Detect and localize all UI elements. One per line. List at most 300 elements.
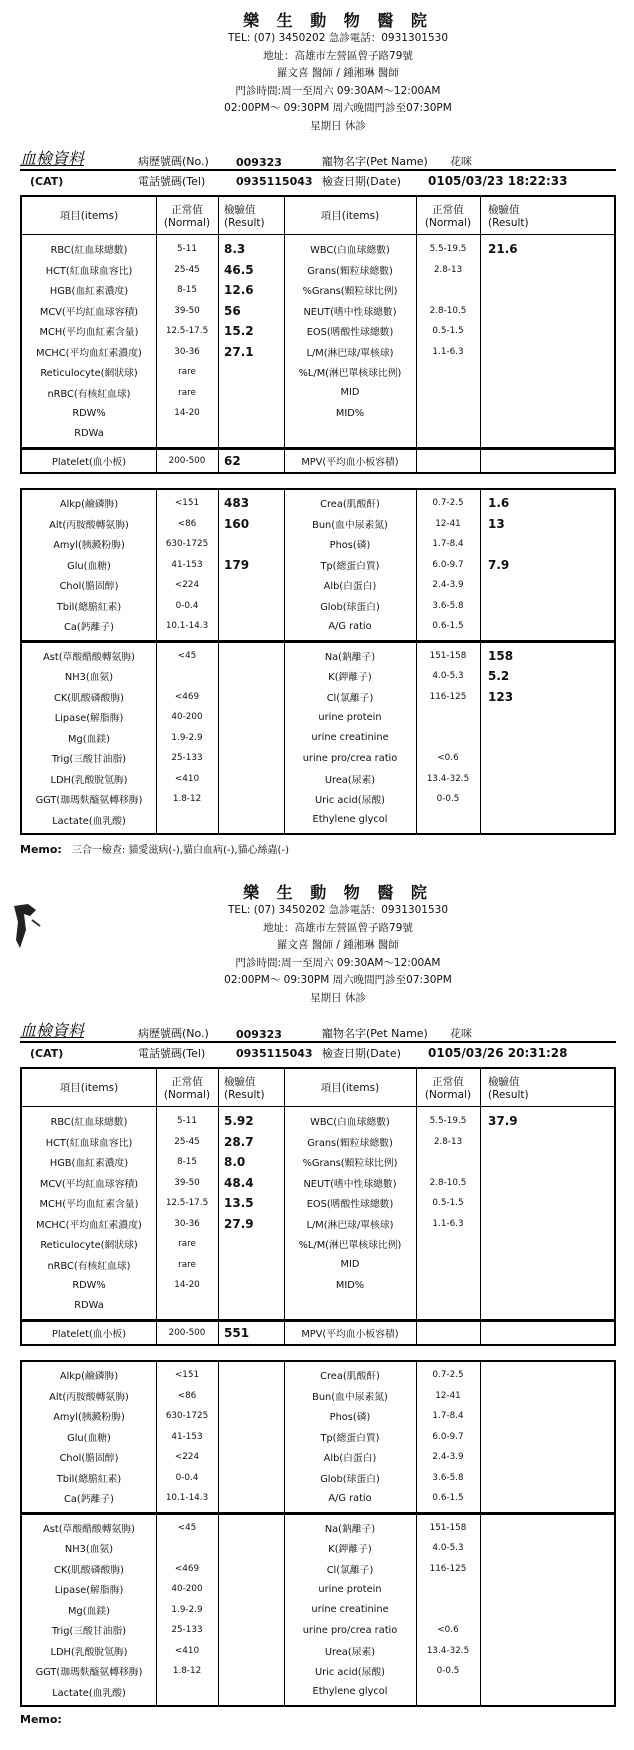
cell-item: RDWa bbox=[74, 1300, 104, 1312]
table-row bbox=[22, 575, 614, 596]
column-divider bbox=[416, 643, 417, 834]
table-row bbox=[22, 810, 614, 831]
normal-top: 正常值 bbox=[171, 1076, 203, 1088]
cell-item-right: Grans(顆粒球總數) bbox=[307, 265, 393, 277]
clinic-hours1: 門診時間:周一至周六 09:30AM～12:00AM bbox=[235, 956, 441, 969]
pet-name-label: 寵物名字(Pet Name) bbox=[322, 155, 428, 168]
cell-normal: 630-1725 bbox=[165, 539, 209, 550]
cell-item-right: Alb(白蛋白) bbox=[323, 581, 377, 593]
table-row bbox=[22, 769, 614, 790]
cell-item: Trig(三酸甘油脂) bbox=[51, 754, 127, 766]
cell-item-right: Phos(磷) bbox=[329, 1412, 371, 1424]
cell-result: 13.5 bbox=[224, 1196, 254, 1211]
header-normal bbox=[156, 1074, 218, 1101]
column-divider bbox=[218, 197, 219, 447]
cell-item: RDW% bbox=[72, 1279, 106, 1291]
cell-item: Mg(血鎂) bbox=[68, 1605, 110, 1617]
tel-label: 電話號碼(Tel) bbox=[138, 175, 206, 188]
cell-normal: <45 bbox=[177, 1522, 197, 1533]
cell-item: RBC(紅血球總數) bbox=[50, 1117, 128, 1129]
cell-item: Chol(膽固醇) bbox=[59, 1453, 119, 1465]
table-row bbox=[22, 514, 614, 535]
cell-normal: 1.8-12 bbox=[172, 1666, 202, 1677]
cell-normal-right: 1.1-6.3 bbox=[432, 346, 464, 357]
table-row bbox=[22, 789, 614, 810]
column-divider bbox=[218, 1362, 219, 1512]
cell-item: Platelet(血小板) bbox=[51, 457, 127, 468]
cell-normal-right: 6.0-9.7 bbox=[432, 559, 464, 570]
date-value: 0105/03/26 20:31:28 bbox=[428, 1046, 568, 1060]
cell-result: 483 bbox=[224, 496, 250, 511]
cell-normal: 14-20 bbox=[174, 1280, 200, 1291]
column-divider bbox=[218, 1322, 219, 1344]
spacer bbox=[22, 1316, 614, 1319]
cell-item-right: MPV(平均血小板容積) bbox=[301, 1329, 399, 1340]
column-divider bbox=[284, 1515, 285, 1706]
cell-normal: 12.5-17.5 bbox=[165, 1198, 209, 1209]
result-bot: (Result) bbox=[488, 217, 529, 229]
cell-result: 8.0 bbox=[224, 1155, 246, 1170]
date-label: 檢查日期(Date) bbox=[322, 175, 401, 188]
result-top: 檢驗值 bbox=[488, 1076, 520, 1088]
cell-item-right: urine protein bbox=[318, 711, 382, 723]
column-divider bbox=[416, 1322, 417, 1344]
table-row bbox=[22, 1296, 614, 1317]
cell-item-right: MPV(平均血小板容積) bbox=[301, 457, 399, 468]
cell-normal-right: 1.7-8.4 bbox=[432, 539, 464, 550]
cell-item: HCT(紅血球血容比) bbox=[45, 1137, 133, 1149]
table-row bbox=[22, 1406, 614, 1427]
cell-normal: 25-133 bbox=[171, 753, 203, 764]
cell-normal: 14-20 bbox=[174, 408, 200, 419]
cell-normal-right: 13.4-32.5 bbox=[426, 773, 470, 784]
cell-item: GGT(珈瑪麩醯氨轉移脢) bbox=[35, 795, 143, 807]
cell-item-right: L/M(淋巴球/單核球) bbox=[306, 347, 394, 359]
header-normal-right bbox=[416, 1074, 480, 1101]
cell-normal: 10.1-14.3 bbox=[165, 1493, 209, 1504]
cell-normal: 630-1725 bbox=[165, 1411, 209, 1422]
cell-item: NH3(血氨) bbox=[64, 672, 114, 684]
cell-item-right: %L/M(淋巴單核球比例) bbox=[298, 1240, 402, 1252]
cell-normal: 1.8-12 bbox=[172, 794, 202, 805]
clinic-header bbox=[20, 880, 616, 1020]
header-result-right bbox=[480, 202, 546, 229]
table-row bbox=[22, 1234, 614, 1255]
chemistry-table bbox=[20, 1360, 616, 1514]
cell-normal-right: 1.7-8.4 bbox=[432, 1411, 464, 1422]
cell-normal-right: 5.5-19.5 bbox=[429, 244, 467, 255]
cell-item-right: %L/M(淋巴單核球比例) bbox=[298, 368, 402, 380]
cell-result: 15.2 bbox=[224, 324, 254, 339]
table-row bbox=[22, 280, 614, 301]
cell-item: Ca(鈣離子) bbox=[64, 622, 114, 634]
table-row bbox=[22, 616, 614, 637]
cell-item: Lactate(血乳酸) bbox=[52, 1687, 126, 1699]
cell-item-right: EOS(嗜酸性球總數) bbox=[306, 1199, 394, 1211]
cell-normal-right: <0.6 bbox=[437, 753, 459, 764]
normal-bot: (Normal) bbox=[424, 1089, 472, 1101]
column-divider bbox=[480, 1362, 481, 1512]
header-result-right bbox=[480, 1074, 546, 1101]
memo-row bbox=[20, 1713, 616, 1729]
cell-item: Alt(丙胺酸轉氨脢) bbox=[49, 1391, 129, 1403]
column-header bbox=[22, 197, 614, 235]
cell-item: Glu(血糖) bbox=[67, 560, 111, 572]
cell-normal-right: 0.7-2.5 bbox=[432, 498, 464, 509]
column-divider bbox=[284, 450, 285, 472]
clinic-tel: TEL: (07) 3450202 急診電話：0931301530 bbox=[227, 904, 449, 916]
cell-result-right: 158 bbox=[488, 648, 514, 663]
memo-label: Memo: bbox=[20, 1713, 62, 1726]
cbc-table bbox=[20, 1067, 616, 1321]
column-divider bbox=[480, 643, 481, 834]
table-row bbox=[22, 1386, 614, 1407]
cell-normal-right: 6.0-9.7 bbox=[432, 1431, 464, 1442]
tel-value: 0935115043 bbox=[236, 174, 313, 188]
cell-item-right: urine protein bbox=[318, 1583, 382, 1595]
table-row bbox=[22, 1152, 614, 1173]
cell-item: LDH(乳酸脫氫脢) bbox=[50, 774, 128, 786]
column-divider bbox=[156, 643, 157, 834]
cell-normal-right: 4.0-5.3 bbox=[432, 671, 464, 682]
table-row bbox=[22, 1193, 614, 1214]
cell-item-right: Glob(球蛋白) bbox=[320, 1473, 380, 1485]
cell-normal: 8-15 bbox=[177, 285, 197, 296]
table-row bbox=[22, 748, 614, 769]
table-row bbox=[22, 301, 614, 322]
cell-result: 48.4 bbox=[224, 1175, 254, 1190]
cell-normal-right: 2.8-13 bbox=[433, 264, 463, 275]
column-divider bbox=[416, 197, 417, 447]
cell-item: HCT(紅血球血容比) bbox=[45, 265, 133, 277]
table-row bbox=[22, 424, 614, 445]
clinic-hours2: 02:00PM～ 09:30PM 周六晚間門診至07:30PM bbox=[224, 974, 452, 986]
cell-normal: <45 bbox=[177, 650, 197, 661]
cell-item: nRBC(有核紅血球) bbox=[47, 1260, 131, 1272]
cell-normal: 200-500 bbox=[168, 1328, 206, 1338]
column-divider bbox=[284, 197, 285, 447]
cell-result-right: 37.9 bbox=[488, 1114, 518, 1129]
cell-item: Alt(丙胺酸轉氨脢) bbox=[49, 519, 129, 531]
column-divider bbox=[480, 1322, 481, 1344]
cell-item: Alkp(鹼磷脢) bbox=[59, 499, 119, 511]
report-meta-row bbox=[20, 1043, 616, 1063]
cell-normal: 25-45 bbox=[174, 264, 200, 275]
cell-result: 46.5 bbox=[224, 262, 254, 277]
cell-item: NH3(血氨) bbox=[64, 1544, 114, 1556]
cell-result: 160 bbox=[224, 516, 250, 531]
table-row bbox=[22, 1488, 614, 1509]
cell-item: Reticulocyte(網狀球) bbox=[40, 368, 138, 380]
result-bot: (Result) bbox=[224, 217, 265, 229]
cell-item: HGB(血紅素濃度) bbox=[49, 286, 129, 298]
column-divider bbox=[218, 490, 219, 640]
cell-item: Platelet(血小板) bbox=[51, 1329, 127, 1340]
cell-normal: 39-50 bbox=[174, 1177, 200, 1188]
column-divider bbox=[156, 490, 157, 640]
cell-item: LDH(乳酸脫氫脢) bbox=[50, 1646, 128, 1658]
clinic-doctors: 羅文喜 醫師 / 鍾湘琳 醫師 bbox=[277, 67, 399, 79]
cell-normal: <469 bbox=[174, 691, 200, 702]
column-divider bbox=[416, 1515, 417, 1706]
table-row bbox=[22, 666, 614, 687]
header-result bbox=[218, 1074, 284, 1101]
cell-normal: 30-36 bbox=[174, 1218, 200, 1229]
cell-normal-right: 0.5-1.5 bbox=[432, 1198, 464, 1209]
cell-item-right: Na(鈉離子) bbox=[324, 1523, 376, 1535]
cell-item: MCV(平均紅血球容積) bbox=[39, 1178, 139, 1190]
table-row bbox=[22, 1538, 614, 1559]
cell-item: Alkp(鹼磷脢) bbox=[59, 1371, 119, 1383]
result-bot: (Result) bbox=[488, 1089, 529, 1101]
cell-item: Reticulocyte(網狀球) bbox=[40, 1240, 138, 1252]
cell-item-right: Glob(球蛋白) bbox=[320, 601, 380, 613]
result-top: 檢驗值 bbox=[488, 204, 520, 216]
report-title-row bbox=[20, 148, 616, 171]
cell-item: Ast(草酸醋酸轉氨脢) bbox=[43, 1523, 135, 1535]
cell-item-right: EOS(嗜酸性球總數) bbox=[306, 327, 394, 339]
column-divider bbox=[156, 1515, 157, 1706]
cell-item: Tbil(總膽紅素) bbox=[56, 1473, 122, 1485]
header-item-right: 項目(items) bbox=[320, 210, 380, 222]
cbc-table bbox=[20, 195, 616, 449]
cell-normal-right: 5.5-19.5 bbox=[429, 1116, 467, 1127]
table-row bbox=[22, 1682, 614, 1703]
cell-normal-right: 4.0-5.3 bbox=[432, 1543, 464, 1554]
cell-normal: rare bbox=[178, 387, 196, 398]
column-divider bbox=[218, 1515, 219, 1706]
table-row bbox=[22, 260, 614, 281]
normal-top: 正常值 bbox=[171, 204, 203, 216]
cell-normal-right: 12-41 bbox=[435, 1390, 461, 1401]
cell-normal-right: 0-0.5 bbox=[436, 794, 460, 805]
table-row bbox=[22, 646, 614, 667]
cell-item-right: MID bbox=[340, 387, 360, 399]
column-divider bbox=[416, 490, 417, 640]
table-row bbox=[22, 1427, 614, 1448]
cell-normal-right: 2.4-3.9 bbox=[432, 580, 464, 591]
table-row bbox=[22, 707, 614, 728]
pet-name-label: 寵物名字(Pet Name) bbox=[322, 1027, 428, 1040]
cell-normal: <86 bbox=[177, 1390, 197, 1401]
cell-item-right: Cl(氯離子) bbox=[326, 1564, 374, 1576]
report-title: 血檢資料 bbox=[20, 1021, 85, 1040]
cell-normal-right: 116-125 bbox=[429, 691, 467, 702]
spacer bbox=[22, 830, 614, 833]
clinic-hours2: 02:00PM～ 09:30PM 周六晚間門診至07:30PM bbox=[224, 102, 452, 114]
report-title-row bbox=[20, 1020, 616, 1043]
cell-normal: 41-153 bbox=[171, 1431, 203, 1442]
section-gap bbox=[20, 1346, 616, 1360]
cell-normal: <151 bbox=[174, 1370, 200, 1381]
cell-result: 62 bbox=[224, 454, 241, 468]
cell-item: Amyl(胰澱粉脢) bbox=[53, 540, 125, 552]
cell-item-right: WBC(白血球總數) bbox=[310, 1117, 390, 1129]
cell-normal: 5-11 bbox=[177, 1116, 197, 1127]
column-divider bbox=[284, 1322, 285, 1344]
cell-normal: 30-36 bbox=[174, 346, 200, 357]
cell-item: Lactate(血乳酸) bbox=[52, 815, 126, 827]
cell-item-right: %Grans(顆粒球比例) bbox=[302, 1158, 398, 1170]
column-divider bbox=[480, 450, 481, 472]
table-row bbox=[22, 1132, 614, 1153]
clinic-name: 樂 生 動 物 醫 院 bbox=[243, 883, 433, 902]
report-first bbox=[20, 8, 616, 857]
table-row bbox=[22, 728, 614, 749]
cell-normal: rare bbox=[178, 1259, 196, 1270]
column-divider bbox=[480, 490, 481, 640]
cell-item: RDW% bbox=[72, 407, 106, 419]
cell-item: MCH(平均血紅素含量) bbox=[39, 1199, 139, 1211]
cell-normal-right: <0.6 bbox=[437, 1625, 459, 1636]
clinic-hours1: 門診時間:周一至周六 09:30AM～12:00AM bbox=[235, 84, 441, 97]
cell-item-right: %Grans(顆粒球比例) bbox=[302, 286, 398, 298]
cell-normal-right: 2.8-10.5 bbox=[429, 1177, 467, 1188]
cell-item: Lipase(解脂脢) bbox=[54, 1585, 124, 1597]
cell-normal: <224 bbox=[174, 1452, 200, 1463]
table-row bbox=[22, 555, 614, 576]
cell-normal: 1.9-2.9 bbox=[171, 732, 203, 743]
electrolyte-table bbox=[20, 642, 616, 836]
cat-label: (CAT) bbox=[30, 174, 64, 188]
cell-item: Chol(膽固醇) bbox=[59, 581, 119, 593]
spacer bbox=[22, 444, 614, 447]
spacer bbox=[22, 1702, 614, 1705]
table-row bbox=[22, 534, 614, 555]
cell-normal: <151 bbox=[174, 498, 200, 509]
cell-item-right: K(鉀離子) bbox=[328, 1544, 372, 1556]
pet-name-value: 花咪 bbox=[450, 155, 472, 168]
table-row bbox=[22, 1600, 614, 1621]
cell-item: CK(肌酸磷酸脢) bbox=[54, 692, 124, 704]
cell-item-right: Grans(顆粒球總數) bbox=[307, 1137, 393, 1149]
cell-item: RDWa bbox=[74, 428, 104, 440]
cell-item-right: urine creatinine bbox=[311, 732, 389, 744]
cell-item: Mg(血鎂) bbox=[68, 733, 110, 745]
cell-item-right: Urea(尿素) bbox=[324, 1646, 376, 1658]
platelet-table bbox=[20, 1321, 616, 1346]
column-divider bbox=[156, 450, 157, 472]
column-divider bbox=[218, 1069, 219, 1319]
report-second bbox=[20, 880, 616, 1729]
tel-value: 0935115043 bbox=[236, 1046, 313, 1060]
result-bot: (Result) bbox=[224, 1089, 265, 1101]
cell-result: 12.6 bbox=[224, 283, 254, 298]
cell-normal-right: 151-158 bbox=[429, 650, 467, 661]
date-value: 0105/03/23 18:22:33 bbox=[428, 174, 568, 188]
cell-normal-right: 2.4-3.9 bbox=[432, 1452, 464, 1463]
chemistry-table bbox=[20, 488, 616, 642]
cell-normal-right: 0-0.5 bbox=[436, 1666, 460, 1677]
result-top: 檢驗值 bbox=[224, 204, 256, 216]
column-divider bbox=[480, 1069, 481, 1319]
cell-item: MCHC(平均血紅素濃度) bbox=[36, 347, 142, 359]
cell-item-right: Tp(總蛋白質) bbox=[320, 560, 380, 572]
cell-item-right: urine creatinine bbox=[311, 1604, 389, 1616]
cell-item: GGT(珈瑪麩醯氨轉移脢) bbox=[35, 1667, 143, 1679]
cell-normal: 8-15 bbox=[177, 1157, 197, 1168]
column-divider bbox=[156, 1362, 157, 1512]
cell-normal: 25-133 bbox=[171, 1625, 203, 1636]
cell-result-right: 13 bbox=[488, 516, 505, 531]
header-normal bbox=[156, 202, 218, 229]
cell-item-right: WBC(白血球總數) bbox=[310, 245, 390, 257]
cell-normal-right: 116-125 bbox=[429, 1563, 467, 1574]
report-meta-row bbox=[20, 171, 616, 191]
cell-normal-right: 12-41 bbox=[435, 518, 461, 529]
cell-normal: 12.5-17.5 bbox=[165, 326, 209, 337]
table-row bbox=[22, 450, 614, 472]
cell-item-right: Urea(尿素) bbox=[324, 774, 376, 786]
clinic-address: 地址：高雄市左營區曾子路79號 bbox=[263, 49, 413, 62]
column-divider bbox=[284, 1069, 285, 1319]
cell-item-right: L/M(淋巴球/單核球) bbox=[306, 1219, 394, 1231]
cell-normal: rare bbox=[178, 1239, 196, 1250]
header-item: 項目(items) bbox=[59, 1082, 119, 1094]
column-divider bbox=[218, 643, 219, 834]
cell-result: 5.92 bbox=[224, 1114, 254, 1129]
cell-normal-right: 13.4-32.5 bbox=[426, 1645, 470, 1656]
cell-normal-right: 3.6-5.8 bbox=[432, 1472, 464, 1483]
cell-item: MCHC(平均血紅素濃度) bbox=[36, 1219, 142, 1231]
memo-label: Memo: bbox=[20, 843, 62, 856]
pet-name-value: 花咪 bbox=[450, 1027, 472, 1040]
table-row bbox=[22, 403, 614, 424]
cell-result-right: 5.2 bbox=[488, 669, 510, 684]
table-row bbox=[22, 383, 614, 404]
cell-item: CK(肌酸磷酸脢) bbox=[54, 1564, 124, 1576]
normal-bot: (Normal) bbox=[163, 217, 211, 229]
clinic-header bbox=[20, 8, 616, 148]
cell-normal: 5-11 bbox=[177, 244, 197, 255]
cell-item-right: A/G ratio bbox=[328, 1492, 372, 1504]
cell-normal: 41-153 bbox=[171, 559, 203, 570]
cell-normal: <469 bbox=[174, 1563, 200, 1574]
cell-normal: <410 bbox=[174, 773, 200, 784]
normal-top: 正常值 bbox=[432, 1076, 464, 1088]
cell-item-right: Phos(磷) bbox=[329, 540, 371, 552]
table-row bbox=[22, 1641, 614, 1662]
cell-normal-right: 3.6-5.8 bbox=[432, 600, 464, 611]
table-row bbox=[22, 239, 614, 260]
cell-normal-right: 1.1-6.3 bbox=[432, 1218, 464, 1229]
cell-result: 28.7 bbox=[224, 1134, 254, 1149]
column-divider bbox=[156, 197, 157, 447]
result-top: 檢驗值 bbox=[224, 1076, 256, 1088]
cell-result: 56 bbox=[224, 303, 241, 318]
cell-item-right: Na(鈉離子) bbox=[324, 651, 376, 663]
column-divider bbox=[416, 1362, 417, 1512]
cell-item-right: urine pro/crea ratio bbox=[302, 752, 398, 764]
cell-item: nRBC(有核紅血球) bbox=[47, 388, 131, 400]
memo-row bbox=[20, 841, 616, 857]
platelet-table bbox=[20, 449, 616, 474]
cell-result-right: 21.6 bbox=[488, 242, 518, 257]
column-divider bbox=[416, 450, 417, 472]
table-row bbox=[22, 493, 614, 514]
cell-item-right: MID% bbox=[335, 407, 365, 419]
cell-normal: 40-200 bbox=[171, 1584, 203, 1595]
table-row bbox=[22, 596, 614, 617]
column-divider bbox=[480, 197, 481, 447]
normal-top: 正常值 bbox=[432, 204, 464, 216]
column-divider bbox=[156, 1322, 157, 1344]
table-row bbox=[22, 1559, 614, 1580]
cat-label: (CAT) bbox=[30, 1046, 64, 1060]
table-row bbox=[22, 1173, 614, 1194]
cell-item: Glu(血糖) bbox=[67, 1432, 111, 1444]
column-divider bbox=[284, 490, 285, 640]
